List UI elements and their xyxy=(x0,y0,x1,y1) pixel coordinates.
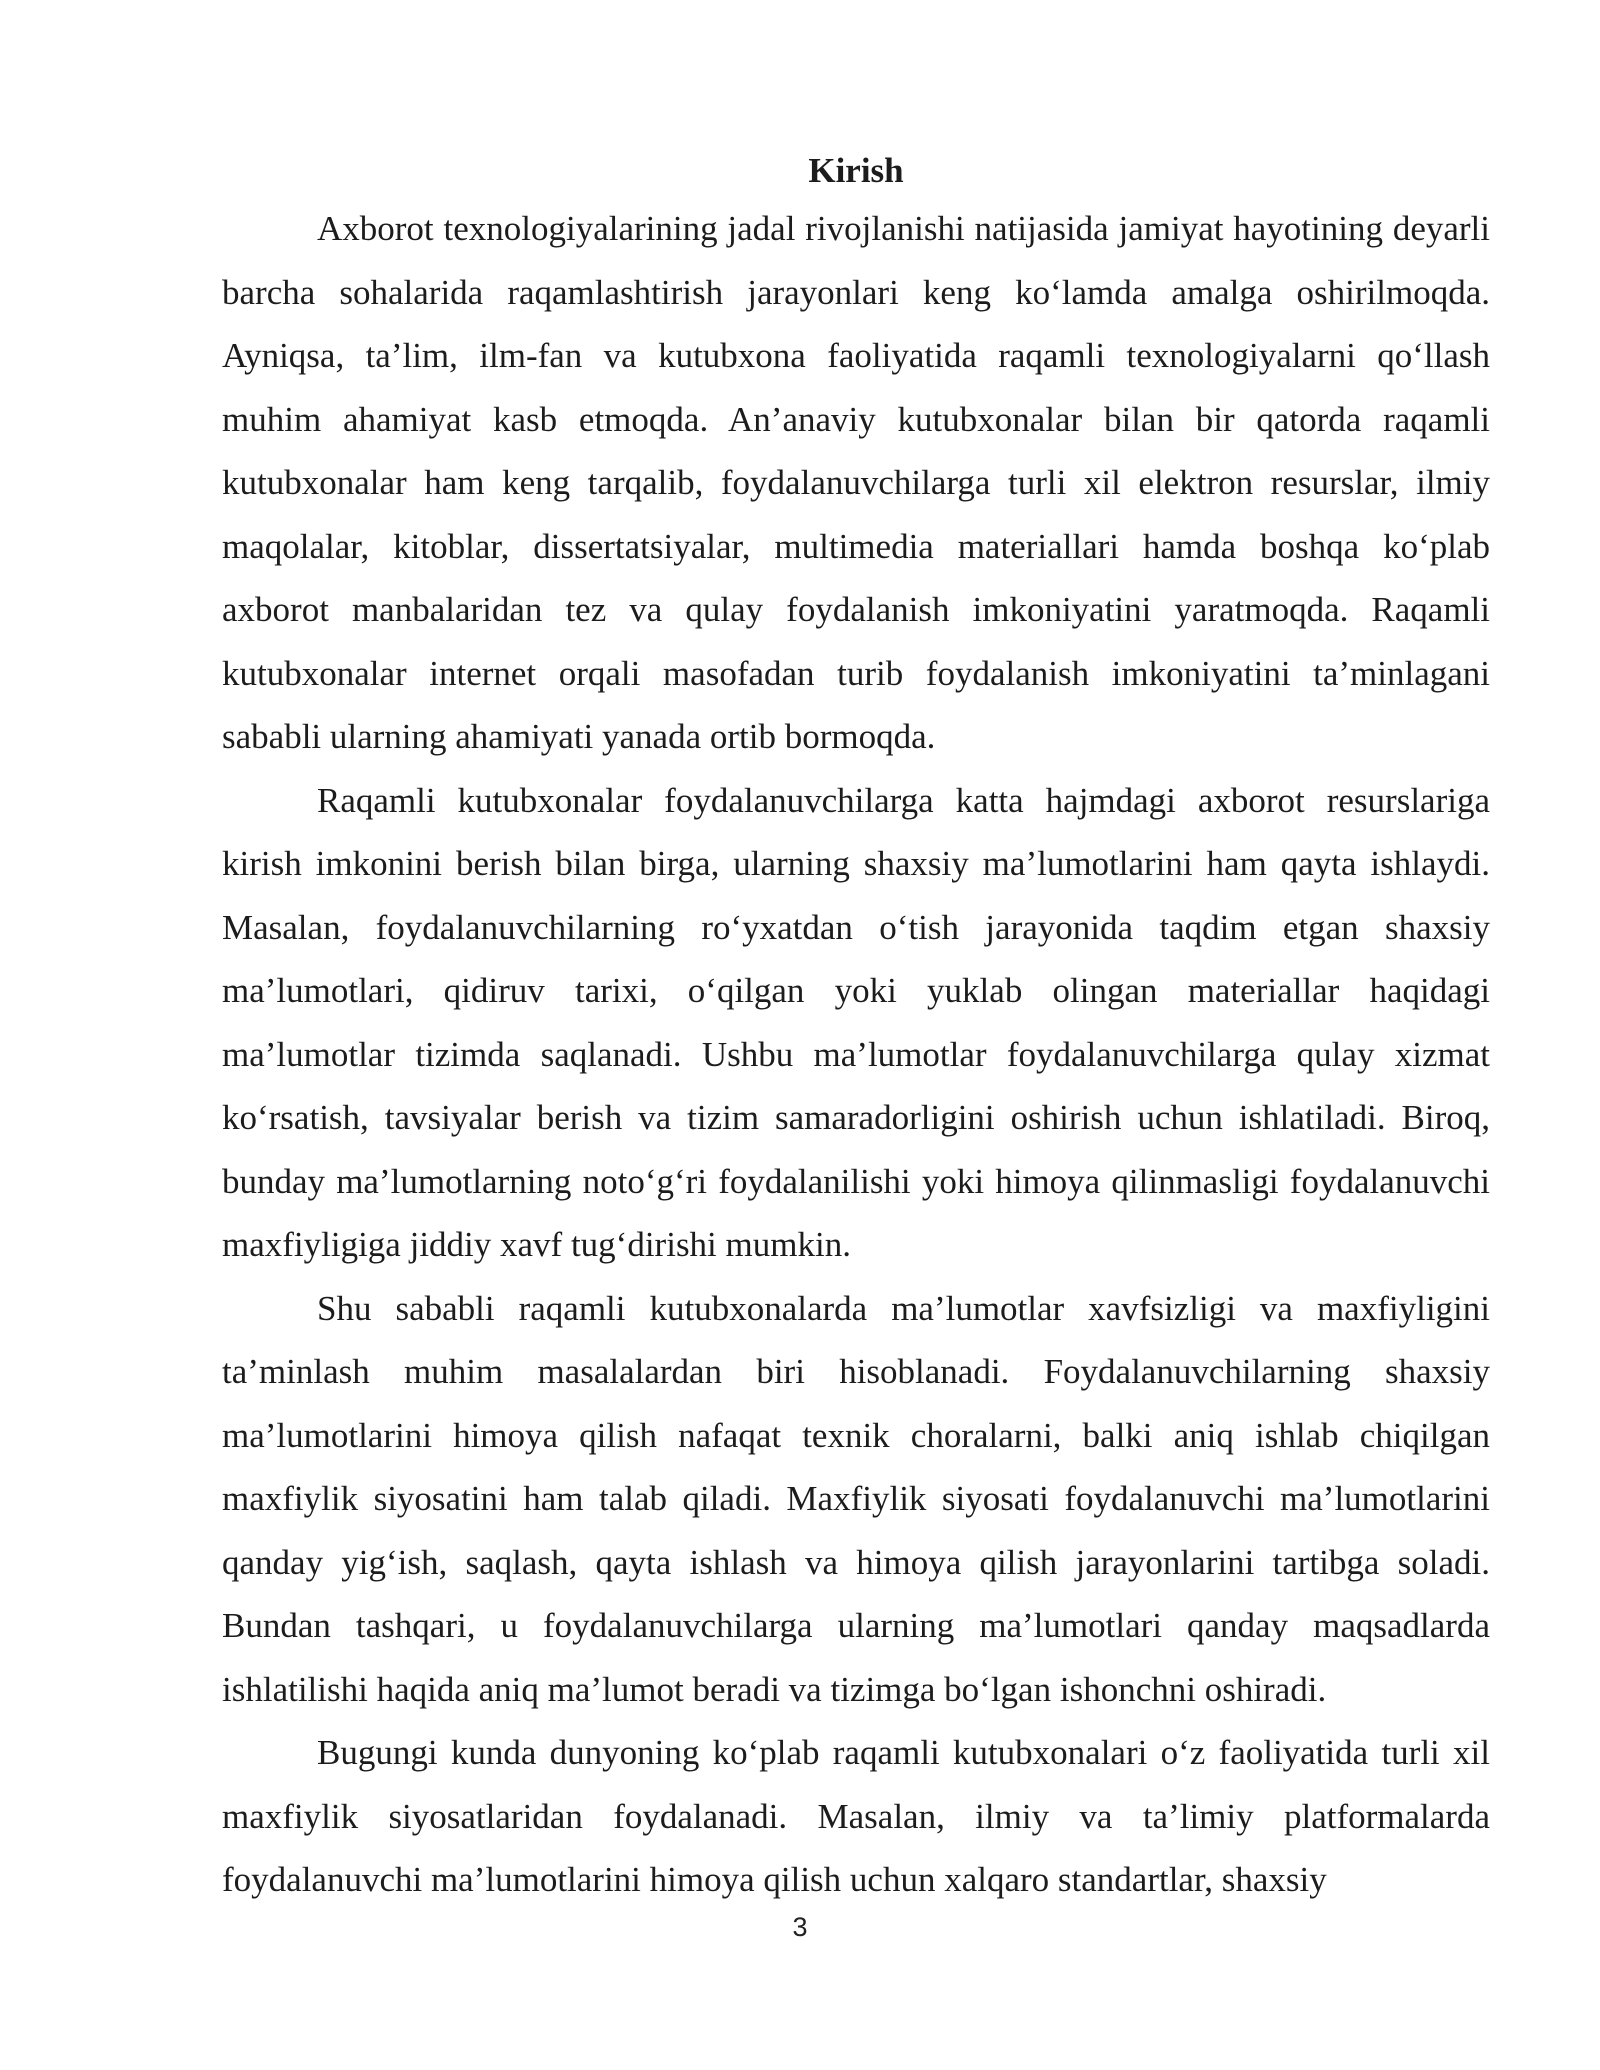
paragraph-4: Bugungi kunda dunyoning ko‘plab raqamli kutubxonalari o‘z faoliyatida turli xil maxfiylik siyosatlaridan foydalanadi. Masalan, ilmiy va ta’limiy platformalarda foydalanuvchi ma’lumotlarini himoya qilish uchun xalqaro standartlar, shaxsiy xyxy=(222,1733,1490,1899)
paragraph-1: Axborot texnologiyalarining jadal rivojlanishi natijasida jamiyat hayotining deyarli barcha sohalarida raqamlashtirish jarayonlari keng ko‘lamda amalga oshirilmoqda. Ayniqsa, ta’lim, ilm-fan va kutubxona faoliyatida raqamli texnologiyalarni qo‘llash muhim ahamiyat kasb etmoqda. An’anaviy kutubxonalar bilan bir qatorda raqamli kutubxonalar ham keng tarqalib, foydalanuvchilarga turli xil elektron resurslar, ilmiy maqolalar, kitoblar, dissertatsiyalar, multimedia materiallari hamda boshqa ko‘plab axborot manbalaridan tez va qulay foydalanish imkoniyatini yaratmoqda. Raqamli kutubxonalar internet orqali masofadan turib foydalanish imkoniyatini ta’minlagani sababli ularning ahamiyati yanada ortib bormoqda. xyxy=(222,209,1490,756)
paragraph-2: Raqamli kutubxonalar foydalanuvchilarga katta hajmdagi axborot resurslariga kirish imkonini berish bilan birga, ularning shaxsiy ma’lumotlarini ham qayta ishlaydi. Masalan, foydalanuvchilarning ro‘yxatdan o‘tish jarayonida taqdim etgan shaxsiy ma’lumotlari, qidiruv tarixi, o‘qilgan yoki yuklab olingan materiallar haqidagi ma’lumotlar tizimda saqlanadi. Ushbu ma’lumotlar foydalanuvchilarga qulay xizmat ko‘rsatish, tavsiyalar berish va tizim samaradorligini oshirish uchun ishlatiladi. Biroq, bunday ma’lumotlarning noto‘g‘ri foydalanilishi yoki himoya qilinmasligi foydalanuvchi maxfiyligiga jiddiy xavf tug‘dirishi mumkin. xyxy=(222,780,1490,1264)
page-number: 3 xyxy=(792,1912,808,1942)
document-body xyxy=(222,145,1490,1912)
section-title: Kirish xyxy=(808,151,904,190)
paragraph-3: Shu sababli raqamli kutubxonalarda ma’lumotlar xavfsizligi va maxfiyligini ta’minlash muhim masalalardan biri hisoblanadi. Foydalanuvchilarning shaxsiy ma’lumotlarini himoya qilish nafaqat texnik choralarni, balki aniq ishlab chiqilgan maxfiylik siyosatini ham talab qiladi. Maxfiylik siyosati foydalanuvchi ma’lumotlarini qanday yig‘ish, saqlash, qayta ishlash va himoya qilish jarayonlarini tartibga soladi. Bundan tashqari, u foydalanuvchilarga ularning ma’lumotlari qanday maqsadlarda ishlatilishi haqida aniq ma’lumot beradi va tizimga bo‘lgan ishonchni oshiradi. xyxy=(222,1288,1490,1709)
